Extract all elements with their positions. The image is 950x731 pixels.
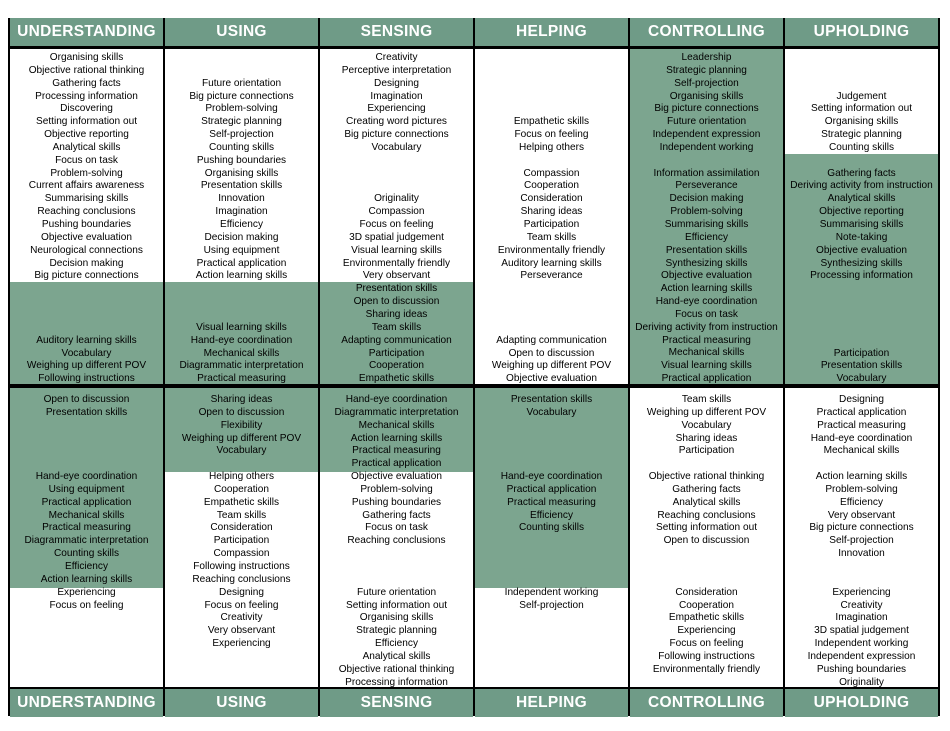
skill-item: Current affairs awareness	[28, 180, 145, 192]
skill-item: Hand-eye coordination	[35, 471, 138, 483]
skill-item: Big picture connections	[189, 90, 294, 102]
skill-item: Helping others	[208, 471, 275, 483]
skill-item: Independent working	[659, 141, 754, 153]
skill-item: Weighing up different POV	[181, 432, 302, 444]
skill-item: Visual learning skills	[196, 321, 287, 333]
skill-group	[320, 283, 473, 384]
skill-item: Objective evaluation	[661, 270, 752, 282]
skill-item: Objective reporting	[44, 129, 129, 141]
skill-item: Counting skills	[518, 522, 585, 534]
skill-group	[785, 587, 938, 687]
skill-item: Deriving activity from instruction	[790, 180, 933, 192]
column-footer-upholding: UPHOLDING	[785, 689, 938, 717]
skill-item: Vocabulary	[371, 141, 422, 153]
skill-item: Problem-solving	[50, 167, 123, 179]
skill-item: Presentation skills	[665, 244, 748, 256]
skill-item: Practical application	[661, 373, 752, 384]
skill-item: Pushing boundaries	[351, 496, 442, 508]
skill-item: Pushing boundaries	[196, 154, 287, 166]
skill-item: Objective rational thinking	[648, 471, 765, 483]
skill-item: Open to discussion	[353, 296, 440, 308]
column-header-sensing: SENSING	[320, 18, 473, 46]
skill-item: Visual learning skills	[661, 360, 752, 372]
column-footer-sensing: SENSING	[320, 689, 473, 717]
skill-item: Big picture connections	[344, 129, 449, 141]
skill-item: Experiencing	[57, 586, 116, 598]
skill-item: Cooperation	[214, 483, 269, 495]
skill-item: Flexibility	[220, 419, 263, 431]
skill-item: Hand-eye coordination	[345, 394, 448, 405]
skill-item: Pushing boundaries	[816, 663, 907, 675]
skill-item: Big picture connections	[809, 522, 914, 534]
skill-item: Using equipment	[203, 244, 280, 256]
skill-item: Practical application	[816, 406, 907, 418]
skill-item: Open to discussion	[663, 535, 750, 547]
skill-item: Perseverance	[675, 180, 738, 192]
skill-group	[10, 587, 163, 613]
bottom-cell-helping	[475, 388, 628, 687]
skill-group	[785, 394, 938, 458]
skill-item: Innovation	[218, 193, 265, 205]
skill-item: Information assimilation	[653, 167, 760, 179]
skill-item: Empathetic skills	[358, 373, 435, 384]
skill-item: Practical measuring	[662, 334, 751, 346]
skill-item: Mechanical skills	[358, 419, 435, 431]
skill-item: Analytical skills	[827, 193, 896, 205]
skill-item: Reaching conclusions	[192, 573, 291, 585]
skill-item: Designing	[839, 394, 884, 405]
skill-item: Compassion	[523, 167, 580, 179]
skill-item: Focus on feeling	[514, 129, 589, 141]
skill-group	[785, 471, 938, 561]
skill-group	[475, 335, 628, 384]
skill-item: Practical measuring	[42, 522, 131, 534]
skill-item: Team skills	[681, 394, 732, 405]
top-cell-sensing	[320, 49, 473, 384]
skill-item: Summarising skills	[44, 193, 129, 205]
skill-item: Following instructions	[193, 561, 290, 572]
skill-item: Diagrammatic interpretation	[24, 535, 149, 547]
skill-item: Mechanical skills	[48, 509, 125, 521]
skill-item: Focus on feeling	[359, 219, 434, 231]
skill-group	[165, 322, 318, 384]
skill-item: Practical application	[506, 483, 597, 495]
skill-item: Imagination	[215, 206, 268, 218]
skill-item: Mechanical skills	[668, 347, 745, 359]
skill-item: Team skills	[216, 509, 267, 521]
skill-item: Vocabulary	[836, 373, 887, 384]
skill-item: Team skills	[526, 231, 577, 243]
skill-item: Participation	[368, 347, 425, 359]
skill-item: Weighing up different POV	[646, 406, 767, 418]
skill-item: Analytical skills	[672, 496, 741, 508]
skill-item: Creativity	[840, 599, 883, 611]
skill-item: Vocabulary	[61, 347, 112, 359]
skill-item: Reaching conclusions	[657, 509, 756, 521]
skill-item: Diagrammatic interpretation	[179, 360, 304, 372]
skill-group	[165, 78, 318, 284]
skill-item: Focus on task	[675, 308, 738, 320]
skill-item: Participation	[213, 535, 270, 547]
skill-item: Presentation skills	[820, 360, 903, 372]
skill-group	[320, 52, 473, 155]
skill-item: Presentation skills	[510, 394, 593, 405]
column-header-helping: HELPING	[475, 18, 628, 46]
skill-item: Compassion	[368, 206, 425, 218]
skill-item: Objective evaluation	[41, 231, 132, 243]
skill-item: Originality	[374, 193, 419, 205]
skill-item: Creativity	[220, 612, 263, 624]
skill-group	[165, 471, 318, 651]
skill-item: Adapting communication	[496, 334, 607, 346]
skill-item: Decision making	[49, 257, 124, 269]
skill-item: Sharing ideas	[365, 308, 428, 320]
skill-item: Focus on task	[55, 154, 118, 166]
column-header-using: USING	[165, 18, 318, 46]
skill-group	[10, 335, 163, 384]
skill-item: Hand-eye coordination	[810, 432, 913, 444]
top-cell-helping	[475, 49, 628, 384]
skill-item: Using equipment	[48, 483, 125, 495]
skill-item: Problem-solving	[205, 103, 278, 115]
column-footer-understanding: UNDERSTANDING	[10, 689, 163, 717]
bottom-cell-understanding	[10, 388, 163, 687]
skill-item: Presentation skills	[355, 283, 438, 295]
skill-item: Self-projection	[209, 129, 274, 141]
skill-item: Weighing up different POV	[491, 360, 612, 372]
skill-item: Sharing ideas	[675, 432, 738, 444]
skill-item: Helping others	[518, 141, 585, 153]
skill-item: Environmentally friendly	[497, 244, 606, 256]
skill-item: Focus on task	[365, 522, 428, 534]
skill-item: 3D spatial judgement	[814, 625, 909, 637]
skill-group	[10, 471, 163, 587]
skill-group	[630, 168, 783, 384]
skill-item: Auditory learning skills	[36, 334, 137, 346]
skill-item: Visual learning skills	[351, 244, 442, 256]
skill-item: Counting skills	[53, 548, 120, 560]
skill-item: Hand-eye coordination	[190, 334, 293, 346]
skill-item: Efficiency	[374, 638, 418, 650]
skill-item: Creativity	[375, 52, 418, 63]
skill-item: Mechanical skills	[203, 347, 280, 359]
skill-item: Gathering facts	[672, 483, 741, 495]
skill-item: Experiencing	[212, 638, 271, 650]
skill-item: Counting skills	[828, 141, 895, 153]
column-footer-helping: HELPING	[475, 689, 628, 717]
skill-item: Summarising skills	[819, 219, 904, 231]
skill-group	[785, 91, 938, 155]
skill-item: Processing information	[810, 270, 913, 282]
skill-item: Efficiency	[839, 496, 883, 508]
skill-item: Synthesizing skills	[665, 257, 748, 269]
skill-group	[630, 394, 783, 458]
skill-item: Practical application	[351, 458, 442, 470]
skill-item: Vocabulary	[526, 406, 577, 418]
skill-item: Strategic planning	[356, 625, 437, 637]
skill-item: Action learning skills	[350, 432, 443, 444]
skill-item: Very observant	[362, 270, 431, 282]
skill-item: Organising skills	[204, 167, 279, 179]
column-footer-controlling: CONTROLLING	[630, 689, 783, 717]
skill-item: Experiencing	[367, 103, 426, 115]
skill-item: Creating word pictures	[346, 116, 447, 128]
skill-item: Action learning skills	[40, 573, 133, 585]
skill-item: Gathering facts	[52, 77, 121, 89]
skill-item: Synthesizing skills	[820, 257, 903, 269]
skill-group	[320, 394, 473, 471]
skill-item: Summarising skills	[664, 219, 749, 231]
skill-item: Organising skills	[49, 52, 124, 63]
skill-item: Pushing boundaries	[41, 218, 132, 230]
skill-item: Analytical skills	[362, 650, 431, 662]
skill-group	[630, 471, 783, 548]
skill-item: Open to discussion	[198, 406, 285, 418]
skill-item: Reaching conclusions	[37, 206, 136, 218]
skill-item: Action learning skills	[195, 270, 288, 282]
skill-item: Organising skills	[669, 90, 744, 102]
skill-item: Objective evaluation	[506, 373, 597, 384]
skill-item: Auditory learning skills	[501, 257, 602, 269]
skill-group	[165, 394, 318, 458]
column-header-understanding: UNDERSTANDING	[10, 18, 163, 46]
skill-item: Future orientation	[666, 116, 747, 128]
skill-item: Analytical skills	[52, 141, 121, 153]
skill-group	[475, 587, 628, 613]
skill-item: Cooperation	[679, 599, 734, 611]
skill-item: Future orientation	[356, 586, 437, 598]
skill-item: Empathetic skills	[668, 612, 745, 624]
skill-item: Hand-eye coordination	[500, 471, 603, 483]
skill-item: Objective rational thinking	[28, 64, 145, 76]
skill-item: Independent expression	[807, 650, 916, 662]
skill-item: Practical application	[196, 257, 287, 269]
skill-item: Self-projection	[519, 599, 584, 611]
column-header-controlling: CONTROLLING	[630, 18, 783, 46]
skill-item: Open to discussion	[43, 394, 130, 405]
skill-item: 3D spatial judgement	[349, 231, 444, 243]
skill-item: Problem-solving	[360, 483, 433, 495]
skill-item: Focus on feeling	[669, 638, 744, 650]
skill-item: Organising skills	[824, 116, 899, 128]
skill-item: Setting information out	[656, 522, 757, 534]
skill-item: Gathering facts	[362, 509, 431, 521]
skill-item: Strategic planning	[201, 116, 282, 128]
skill-group	[10, 52, 163, 283]
skill-group	[475, 168, 628, 284]
skill-item: Focus on feeling	[204, 599, 279, 611]
skill-item: Organising skills	[359, 612, 434, 624]
skill-item: Big picture connections	[654, 103, 759, 115]
column-header-upholding: UPHOLDING	[785, 18, 938, 46]
top-cell-using	[165, 49, 318, 384]
skill-item: Setting information out	[36, 116, 137, 128]
skill-item: Hand-eye coordination	[655, 296, 758, 308]
skill-group	[10, 394, 163, 420]
skill-item: Experiencing	[832, 586, 891, 598]
skill-item: Environmentally friendly	[652, 663, 761, 675]
skill-item: Efficiency	[684, 231, 728, 243]
skill-item: Efficiency	[64, 561, 108, 572]
skill-item: Future orientation	[201, 77, 282, 89]
skill-group	[320, 193, 473, 283]
skill-item: Open to discussion	[508, 347, 595, 359]
skill-item: Note-taking	[835, 231, 888, 243]
skill-item: Participation	[833, 347, 890, 359]
skill-item: Action learning skills	[660, 283, 753, 295]
top-cell-upholding	[785, 49, 938, 384]
skill-item: Practical measuring	[817, 419, 906, 431]
skill-item: Designing	[219, 586, 264, 598]
skill-item: Practical measuring	[507, 496, 596, 508]
skill-item: Counting skills	[208, 141, 275, 153]
skill-group	[320, 471, 473, 548]
skill-item: Presentation skills	[45, 406, 128, 418]
skill-item: Practical application	[41, 496, 132, 508]
skill-item: Decision making	[204, 231, 279, 243]
skill-item: Setting information out	[811, 103, 912, 115]
skill-item: Efficiency	[529, 509, 573, 521]
skill-item: Independent expression	[652, 129, 761, 141]
skill-item: Environmentally friendly	[342, 257, 451, 269]
skill-item: Sharing ideas	[210, 394, 273, 405]
skill-item: Cooperation	[369, 360, 424, 372]
skill-item: Discovering	[60, 103, 113, 115]
skill-item: Setting information out	[346, 599, 447, 611]
skill-item: Gathering facts	[827, 167, 896, 179]
bottom-cell-using	[165, 388, 318, 687]
skill-item: Team skills	[371, 321, 422, 333]
bottom-cell-upholding	[785, 388, 938, 687]
skill-item: Vocabulary	[681, 419, 732, 431]
skill-item: Experiencing	[677, 625, 736, 637]
skill-item: Empathetic skills	[203, 496, 280, 508]
skill-item: Sharing ideas	[520, 206, 583, 218]
skill-item: Following instructions	[38, 373, 135, 384]
skill-group	[475, 116, 628, 155]
skill-item: Very observant	[827, 509, 896, 521]
skill-item: Processing information	[345, 676, 448, 687]
skill-item: Problem-solving	[670, 206, 743, 218]
bottom-cell-controlling	[630, 388, 783, 687]
skill-item: Cooperation	[524, 180, 579, 192]
skill-item: Independent working	[504, 586, 599, 598]
skill-item: Mechanical skills	[823, 445, 900, 457]
skill-item: Participation	[678, 445, 735, 457]
top-cell-controlling	[630, 49, 783, 384]
skill-item: Strategic planning	[821, 129, 902, 141]
skill-item: Objective reporting	[819, 206, 904, 218]
skill-group	[630, 52, 783, 155]
skill-item: Designing	[374, 77, 419, 89]
skill-item: Consideration	[520, 193, 583, 205]
skill-item: Self-projection	[829, 535, 894, 547]
skill-item: Independent working	[814, 638, 909, 650]
skill-item: Adapting communication	[341, 334, 452, 346]
skill-item: Empathetic skills	[513, 116, 590, 128]
skill-item: Self-projection	[674, 77, 739, 89]
skill-item: Practical measuring	[352, 445, 441, 457]
skill-item: Deriving activity from instruction	[635, 321, 778, 333]
skill-item: Problem-solving	[825, 483, 898, 495]
skill-item: Originality	[839, 676, 884, 687]
skill-item: Innovation	[838, 548, 885, 560]
skill-item: Very observant	[207, 625, 276, 637]
skills-grid	[8, 18, 940, 716]
skill-item: Big picture connections	[34, 270, 139, 282]
skill-group	[320, 587, 473, 687]
skill-item: Efficiency	[219, 218, 263, 230]
skill-item: Imagination	[835, 612, 888, 624]
skill-item: Perseverance	[520, 270, 583, 282]
skill-group	[475, 471, 628, 535]
skill-item: Strategic planning	[666, 64, 747, 76]
skill-item: Participation	[523, 219, 580, 231]
skill-item: Action learning skills	[815, 471, 908, 483]
skill-item: Compassion	[213, 548, 270, 560]
skill-item: Processing information	[35, 90, 138, 102]
skill-item: Decision making	[669, 193, 744, 205]
skill-item: Diagrammatic interpretation	[334, 406, 459, 418]
skill-group	[785, 168, 938, 284]
skill-item: Reaching conclusions	[347, 535, 446, 547]
column-footer-using: USING	[165, 689, 318, 717]
skill-item: Weighing up different POV	[26, 360, 147, 372]
skill-item: Focus on feeling	[49, 599, 124, 611]
skill-item: Following instructions	[658, 650, 755, 662]
skill-item: Judgement	[836, 90, 887, 102]
skill-item: Objective rational thinking	[338, 663, 455, 675]
skill-group	[785, 348, 938, 384]
skill-item: Consideration	[675, 586, 738, 598]
skill-item: Presentation skills	[200, 180, 283, 192]
skill-item: Neurological connections	[30, 244, 143, 256]
skill-item: Leadership	[681, 52, 732, 63]
bottom-cell-sensing	[320, 388, 473, 687]
skill-item: Objective evaluation	[351, 471, 442, 483]
skill-item: Practical measuring	[197, 373, 286, 384]
skill-item: Vocabulary	[216, 445, 267, 457]
skill-item: Perceptive interpretation	[341, 64, 452, 76]
top-cell-understanding	[10, 49, 163, 384]
skill-item: Consideration	[210, 522, 273, 534]
skill-group	[630, 587, 783, 677]
skill-group	[475, 394, 628, 420]
skill-item: Objective evaluation	[816, 244, 907, 256]
skill-item: Imagination	[370, 90, 423, 102]
